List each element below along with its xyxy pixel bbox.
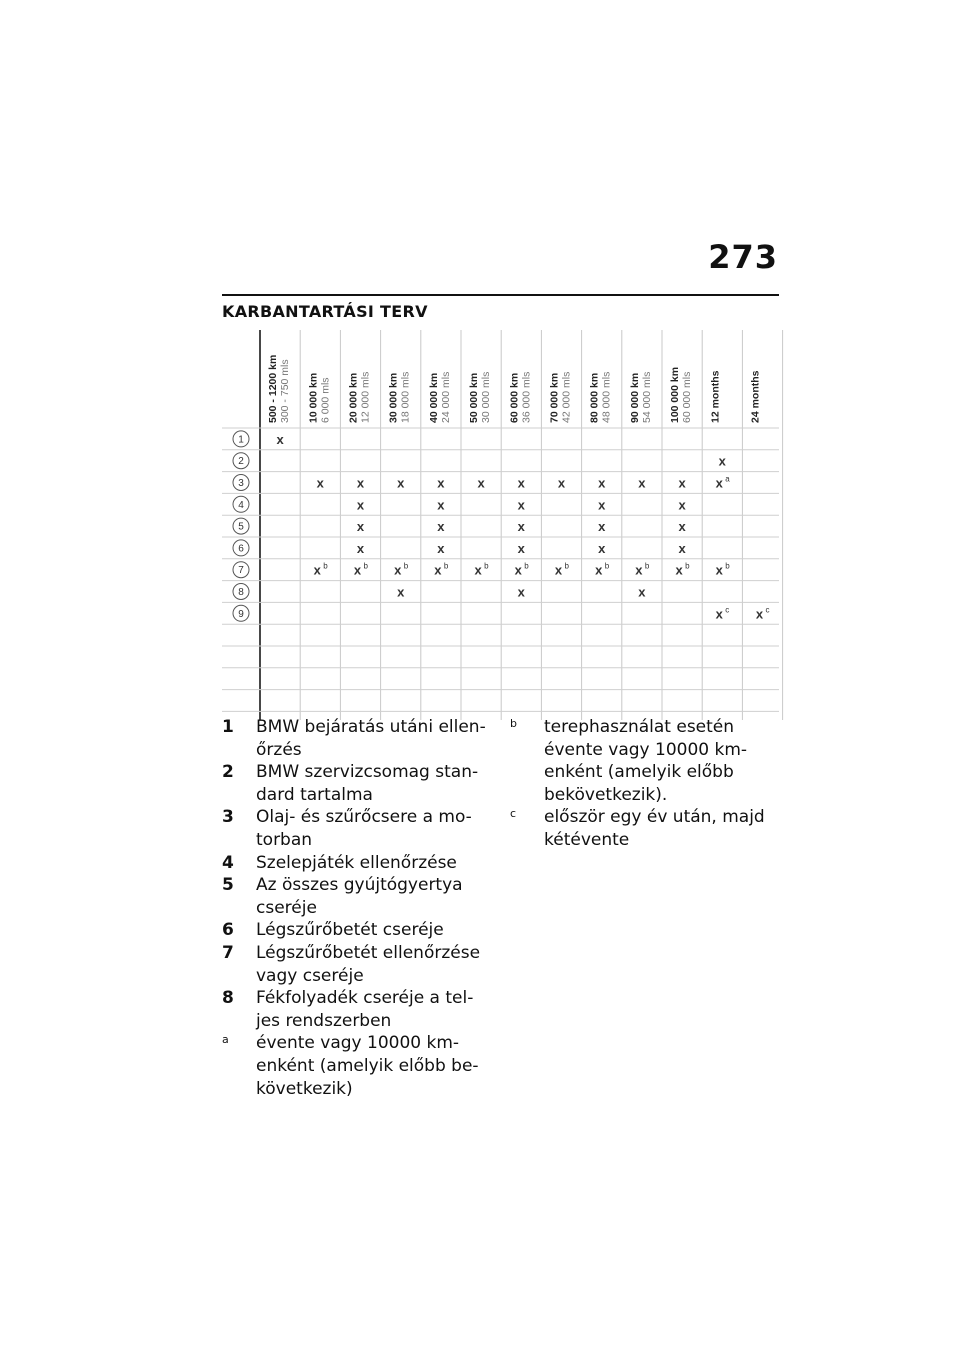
row-number: 3: [238, 478, 244, 489]
legend-key: 2: [222, 762, 234, 783]
legend-line: először egy év után, majd: [544, 807, 765, 828]
column-header-km: 20 000 km: [347, 372, 360, 423]
legend-line: enként (amelyik előbb: [544, 762, 734, 783]
legend-line: dard tartalma: [256, 784, 373, 805]
page-number: 273: [708, 238, 778, 276]
schedule-mark: x: [394, 562, 402, 578]
legend-line: évente vagy 10000 km-: [544, 739, 748, 760]
row-number: 2: [238, 456, 244, 468]
legend-key: 8: [222, 988, 234, 1009]
legend-text: [256, 919, 497, 942]
schedule-mark: x: [474, 562, 482, 578]
schedule-mark: x: [638, 584, 646, 600]
legend-key: 1: [222, 717, 234, 737]
legend-line: vagy cseréje: [256, 965, 364, 986]
schedule-mark-footnote: a: [725, 474, 730, 484]
column-header: [428, 372, 452, 423]
column-header-mls: 30 000 mls: [480, 371, 493, 423]
schedule-mark: x: [356, 475, 365, 491]
legend-text: [256, 761, 497, 806]
column-header: [267, 355, 291, 423]
legend-right: [510, 716, 780, 852]
legend-line: cseréje: [256, 897, 317, 918]
column-header-mls: 18 000 mls: [399, 371, 412, 423]
legend-key: 3: [222, 807, 234, 828]
schedule-mark-footnote: b: [564, 561, 569, 571]
column-header: [388, 372, 412, 423]
legend-line: terephasználat esetén: [544, 717, 735, 737]
legend-key: c: [510, 807, 517, 821]
legend-text: [256, 874, 497, 919]
column-header-km: 70 000 km: [548, 372, 561, 423]
legend-item: [222, 761, 497, 806]
schedule-mark-footnote: c: [765, 605, 770, 615]
legend-key: 6: [222, 920, 234, 941]
column-header: [348, 372, 372, 423]
row-number: 9: [238, 608, 244, 620]
legend-line: Légszűrőbetét ellenőrzése: [256, 942, 481, 963]
legend-item: [222, 716, 497, 761]
column-header: [709, 370, 721, 423]
column-header-km: 30 000 km: [387, 372, 400, 423]
schedule-mark: x: [437, 540, 445, 556]
row-number: 4: [238, 499, 244, 511]
column-header-km: 24 months: [749, 370, 762, 423]
legend-line: torban: [256, 829, 313, 850]
column-header-km: 40 000 km: [427, 372, 440, 423]
schedule-mark-footnote: b: [443, 561, 449, 571]
schedule-mark-footnote: b: [685, 561, 690, 571]
schedule-mark: x: [715, 606, 723, 622]
column-header-mls: 54 000 mls: [640, 371, 653, 423]
schedule-mark: x: [397, 475, 405, 491]
column-header-mls: 6 000 mls: [319, 377, 332, 423]
row-number: 6: [238, 543, 244, 555]
column-header-km: 80 000 km: [588, 372, 601, 423]
schedule-mark: x: [598, 519, 606, 535]
legend-item: [222, 919, 497, 942]
schedule-mark: x: [276, 431, 284, 447]
schedule-mark: x: [437, 519, 445, 535]
schedule-mark: x: [598, 475, 606, 491]
schedule-mark: x: [517, 497, 525, 513]
column-header-km: 90 000 km: [628, 372, 641, 423]
column-header: [468, 372, 492, 423]
row-number: 1: [238, 434, 244, 446]
schedule-mark: x: [678, 540, 686, 556]
legend-line: Fékfolyadék cseréje a tel-: [256, 988, 474, 1009]
column-header-km: 50 000 km: [468, 372, 481, 423]
legend-item: [510, 716, 780, 806]
column-header: [307, 373, 331, 423]
column-header-km: 100 000 km: [669, 366, 682, 423]
schedule-mark: x: [313, 562, 321, 578]
schedule-mark: x: [356, 519, 365, 535]
legend-left: [222, 716, 497, 1100]
column-header-mls: 300 - 750 mls: [279, 359, 292, 423]
legend-key: 5: [222, 875, 234, 896]
column-header-mls: 12 000 mls: [359, 371, 372, 423]
legend-line: bekövetkezik).: [544, 784, 668, 805]
legend-item: [222, 987, 497, 1032]
schedule-mark: x: [755, 606, 764, 622]
schedule-mark: x: [514, 562, 522, 578]
schedule-mark: x: [397, 584, 405, 600]
legend-text: [544, 716, 780, 806]
schedule-mark: x: [715, 475, 723, 491]
column-header: [669, 367, 693, 423]
legend-line: kétévente: [544, 829, 630, 850]
column-header-km: 500 - 1200 km: [267, 354, 280, 423]
column-header: [629, 372, 653, 423]
legend-line: BMW szervizcsomag stan-: [256, 762, 479, 783]
legend-line: őrzés: [256, 739, 302, 760]
column-header-km: 60 000 km: [508, 372, 521, 423]
schedule-mark: x: [434, 562, 442, 578]
legend-key: b: [510, 717, 517, 730]
column-header-km: 10 000 km: [307, 372, 320, 423]
legend-text: [256, 942, 497, 987]
column-header-mls: 60 000 mls: [681, 371, 694, 423]
column-header-km: 12 months: [709, 370, 722, 423]
column-header: [508, 372, 532, 423]
schedule-mark-footnote: b: [644, 561, 650, 571]
legend-line: jes rendszerben: [256, 1010, 392, 1031]
legend-text: [256, 987, 497, 1032]
legend-key: 4: [222, 852, 234, 873]
legend-item: [222, 874, 497, 919]
schedule-mark: x: [595, 562, 603, 578]
legend-text: [256, 716, 497, 761]
legend-line: Légszűrőbetét cseréje: [256, 920, 444, 941]
schedule-mark: x: [638, 475, 646, 491]
schedule-mark-footnote: b: [323, 561, 328, 571]
schedule-mark-footnote: b: [363, 561, 368, 571]
legend-key: a: [222, 1033, 229, 1047]
schedule-mark: x: [356, 497, 365, 513]
legend-item: [510, 806, 780, 851]
schedule-mark-footnote: b: [604, 561, 610, 571]
schedule-mark: x: [477, 475, 485, 491]
schedule-mark: x: [675, 562, 683, 578]
schedule-mark: x: [353, 562, 362, 578]
schedule-mark: x: [678, 519, 686, 535]
legend-line: enként (amelyik előbb be-: [256, 1055, 479, 1076]
row-number: 8: [238, 587, 244, 598]
schedule-mark: x: [678, 497, 686, 513]
legend-text: [256, 806, 497, 851]
legend-text: [256, 1032, 497, 1100]
legend-line: Olaj- és szűrőcsere a mo-: [256, 807, 472, 828]
schedule-mark: x: [517, 475, 525, 491]
schedule-mark: x: [635, 562, 643, 578]
column-header-mls: 36 000 mls: [520, 371, 533, 423]
column-header: [549, 372, 573, 423]
legend-line: Az összes gyújtógyertya: [256, 875, 463, 896]
legend-line: Szelepjáték ellenőrzése: [256, 852, 457, 873]
row-number: 5: [238, 521, 244, 533]
schedule-mark: x: [517, 540, 525, 556]
schedule-mark: x: [678, 475, 686, 491]
legend-item: [222, 942, 497, 987]
legend-item: [222, 1032, 497, 1100]
schedule-mark: x: [598, 540, 606, 556]
schedule-mark: x: [598, 497, 606, 513]
column-header: [750, 370, 762, 423]
legend-item: [222, 852, 497, 875]
column-header-mls: 24 000 mls: [439, 371, 452, 423]
schedule-mark: x: [356, 540, 365, 556]
schedule-mark-footnote: c: [725, 605, 730, 615]
schedule-mark: x: [517, 519, 525, 535]
schedule-mark: x: [554, 562, 563, 578]
schedule-mark-footnote: b: [524, 561, 529, 571]
section-title: KARBANTARTÁSI TERV: [222, 302, 428, 321]
column-header-mls: 48 000 mls: [600, 371, 613, 423]
schedule-mark: x: [517, 584, 525, 600]
legend-text: [256, 852, 497, 875]
schedule-mark: x: [316, 475, 324, 491]
schedule-mark: x: [437, 475, 445, 491]
schedule-mark: x: [557, 475, 566, 491]
schedule-mark-footnote: b: [725, 561, 730, 571]
schedule-mark: x: [715, 562, 723, 578]
legend-text: [544, 806, 780, 851]
schedule-mark-footnote: b: [403, 561, 409, 571]
legend-line: BMW bejáratás utáni ellen-: [256, 717, 486, 737]
column-header-mls: 42 000 mls: [560, 371, 573, 423]
row-number: 7: [238, 565, 244, 577]
schedule-mark: x: [437, 497, 445, 513]
legend-line: következik): [256, 1078, 353, 1099]
schedule-mark: x: [718, 453, 726, 469]
legend-item: [222, 806, 497, 851]
legend-line: évente vagy 10000 km-: [256, 1033, 460, 1054]
column-header: [589, 372, 613, 423]
schedule-mark-footnote: b: [484, 561, 489, 571]
legend-key: 7: [222, 942, 234, 963]
